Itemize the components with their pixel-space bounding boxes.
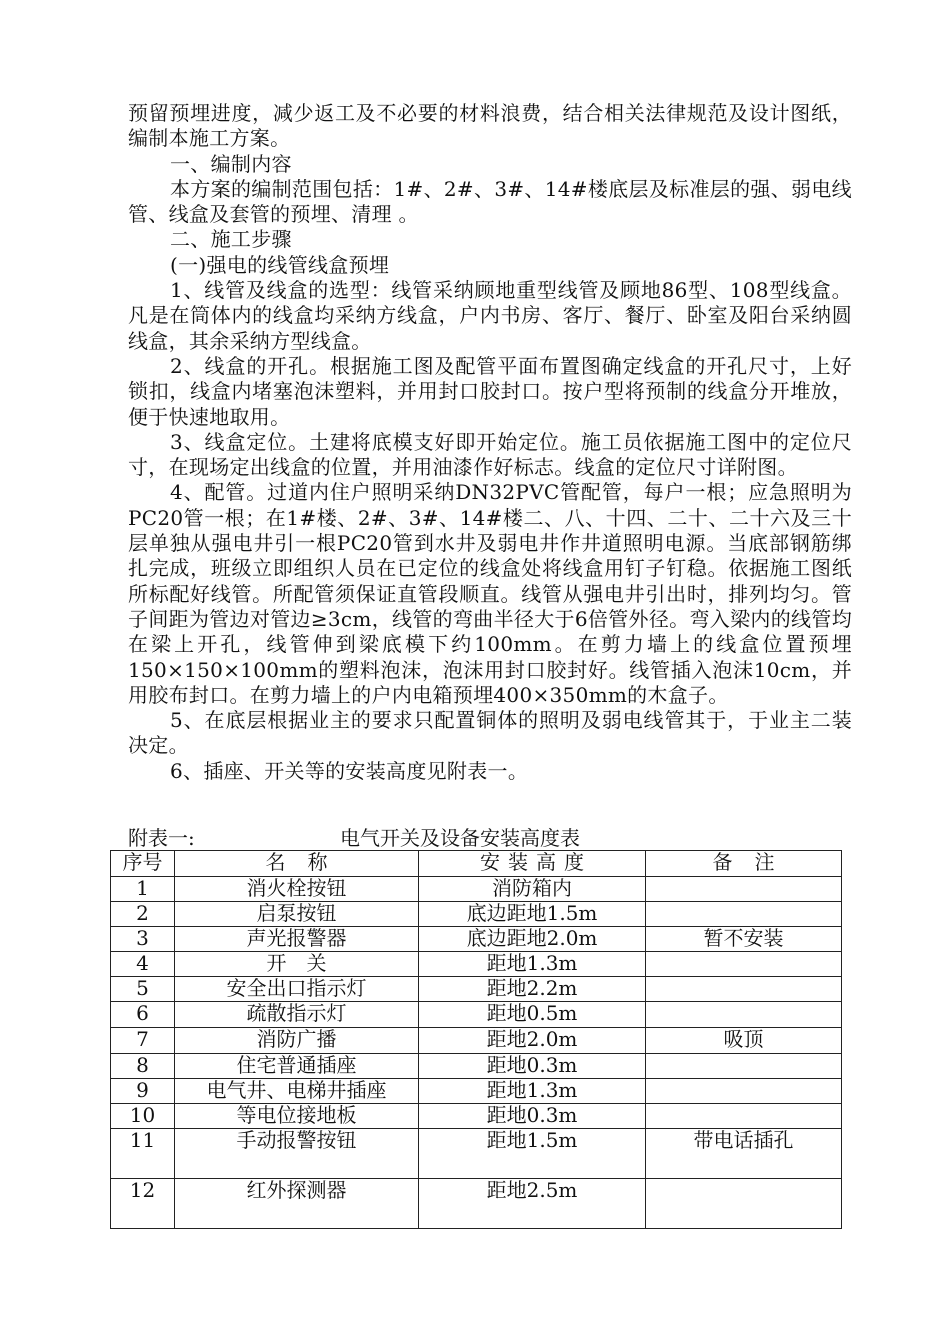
cell-name: 启泵按钮 [175, 902, 419, 927]
cell-number: 2 [111, 902, 175, 927]
table-caption-label: 附表一: [128, 826, 195, 850]
cell-number: 10 [111, 1104, 175, 1129]
cell-remark [646, 1104, 842, 1129]
cell-height: 距地0.3m [419, 1104, 646, 1129]
cell-height: 距地2.0m [419, 1028, 646, 1054]
cell-remark [646, 877, 842, 902]
cell-height: 底边距地2.0m [419, 927, 646, 952]
paragraph-step-5: 5、在底层根据业主的要求只配置铜体的照明及弱电线管其于，于业主二装决定。 [128, 708, 852, 758]
cell-remark: 带电话插孔 [646, 1129, 842, 1179]
cell-height: 距地2.5m [419, 1179, 646, 1229]
table-header-row [111, 851, 842, 877]
cell-name: 消火栓按钮 [175, 877, 419, 902]
installation-height-table [110, 850, 842, 1229]
cell-remark [646, 1079, 842, 1104]
cell-height: 消防箱内 [419, 877, 646, 902]
table-row [111, 877, 842, 902]
cell-height: 距地0.3m [419, 1054, 646, 1079]
cell-remark [646, 977, 842, 1002]
header-height: 安装高度 [419, 851, 646, 877]
cell-name: 疏散指示灯 [175, 1002, 419, 1028]
cell-number: 5 [111, 977, 175, 1002]
cell-height: 距地0.5m [419, 1002, 646, 1028]
table-row [111, 1104, 842, 1129]
cell-number: 9 [111, 1079, 175, 1104]
paragraph-intro: 预留预埋进度，减少返工及不必要的材料浪费，结合相关法律规范及设计图纸，编制本施工方案。 [128, 101, 852, 151]
cell-height: 距地1.5m [419, 1129, 646, 1179]
table-row [111, 1028, 842, 1054]
table-row [111, 952, 842, 977]
cell-number: 3 [111, 927, 175, 952]
table-row [111, 1179, 842, 1229]
cell-height: 距地2.2m [419, 977, 646, 1002]
table-row [111, 1002, 842, 1028]
cell-name: 开 关 [175, 952, 419, 977]
heading-section-1: 一、编制内容 [170, 151, 292, 176]
heading-subsection-1: (一)强电的线管线盒预埋 [170, 252, 390, 277]
table-row [111, 1054, 842, 1079]
table-row [111, 977, 842, 1002]
header-name: 名称 [175, 851, 419, 877]
cell-height: 底边距地1.5m [419, 902, 646, 927]
cell-remark [646, 902, 842, 927]
cell-remark: 暂不安装 [646, 927, 842, 952]
paragraph-step-3: 3、线盒定位。土建将底模支好即开始定位。施工员依据施工图中的定位尺寸，在现场定出线盒的位置，并用油漆作好标志。线盒的定位尺寸详附图。 [128, 429, 852, 480]
cell-number: 6 [111, 1002, 175, 1028]
cell-number: 7 [111, 1028, 175, 1054]
header-number: 序号 [111, 851, 175, 877]
cell-name: 声光报警器 [175, 927, 419, 952]
cell-name: 电气井、电梯井插座 [175, 1079, 419, 1104]
table-row [111, 927, 842, 952]
cell-height: 距地1.3m [419, 1079, 646, 1104]
table-row [111, 1129, 842, 1179]
cell-name: 消防广播 [175, 1028, 419, 1054]
cell-number: 8 [111, 1054, 175, 1079]
cell-name: 红外探测器 [175, 1179, 419, 1229]
paragraph-step-6: 6、插座、开关等的安装高度见附表一。 [170, 758, 529, 783]
cell-remark [646, 1002, 842, 1028]
cell-number: 1 [111, 877, 175, 902]
cell-name: 等电位接地板 [175, 1104, 419, 1129]
paragraph-step-1: 1、线管及线盒的选型：线管采纳顾地重型线管及顾地86型、108型线盒。凡是在筒体内的线盒均采纳方线盒，户内书房、客厅、餐厅、卧室及阳台采纳圆线盒，其余采纳方型线盒。 [128, 278, 852, 353]
cell-remark [646, 1054, 842, 1079]
paragraph-step-2: 2、线盒的开孔。根据施工图及配管平面布置图确定线盒的开孔尺寸，上好锁扣，线盒内堵塞泡沫塑料，并用封口胶封口。按户型将预制的线盒分开堆放，便于快速地取用。 [128, 353, 852, 429]
cell-height: 距地1.3m [419, 952, 646, 977]
paragraph-scope: 本方案的编制范围包括：1#、2#、3#、14#楼底层及标准层的强、弱电线管、线盒及套管的预埋、清理 。 [128, 176, 852, 227]
header-remark: 备注 [646, 851, 842, 877]
heading-section-2: 二、施工步骤 [170, 227, 292, 252]
cell-remark [646, 1179, 842, 1229]
cell-name: 手动报警按钮 [175, 1129, 419, 1179]
cell-remark [646, 952, 842, 977]
paragraph-step-4: 4、配管。过道内住户照明采纳DN32PVC管配管，每户一根；应急照明为PC20管一根；在1#楼、2#、3#、14#楼二、八、十四、二十、二十六及三十层单独从强电井引一根PC20管到水井及弱电井作井道照明电源。当底部钢筋绑扎完成，班级立即组织人员在已定位的线盒处将线盒用钉子钉稳。依据施工图纸所标配好线管。所配管须保证直管段顺直。线管从强电井引出时，排列均匀。管子间距为管边对管边≥3cm，线管的弯曲半径大于6倍管外径。弯入梁内的线管均在梁上开孔，线管伸到梁底模下约100mm。在剪力墙上的线盒位置预埋150×150×100mm的塑料泡沫，泡沫用封口胶封好。线管插入泡沫10cm，并用胶布封口。在剪力墙上的户内电箱预埋400×350mm的木盒子。 [128, 480, 852, 707]
cell-number: 11 [111, 1129, 175, 1179]
cell-number: 4 [111, 952, 175, 977]
table-row [111, 902, 842, 927]
table-caption-title: 电气开关及设备安装高度表 [340, 826, 580, 850]
table-row [111, 1079, 842, 1104]
cell-name: 安全出口指示灯 [175, 977, 419, 1002]
cell-number: 12 [111, 1179, 175, 1229]
body-text [128, 101, 852, 784]
cell-remark: 吸顶 [646, 1028, 842, 1054]
cell-name: 住宅普通插座 [175, 1054, 419, 1079]
